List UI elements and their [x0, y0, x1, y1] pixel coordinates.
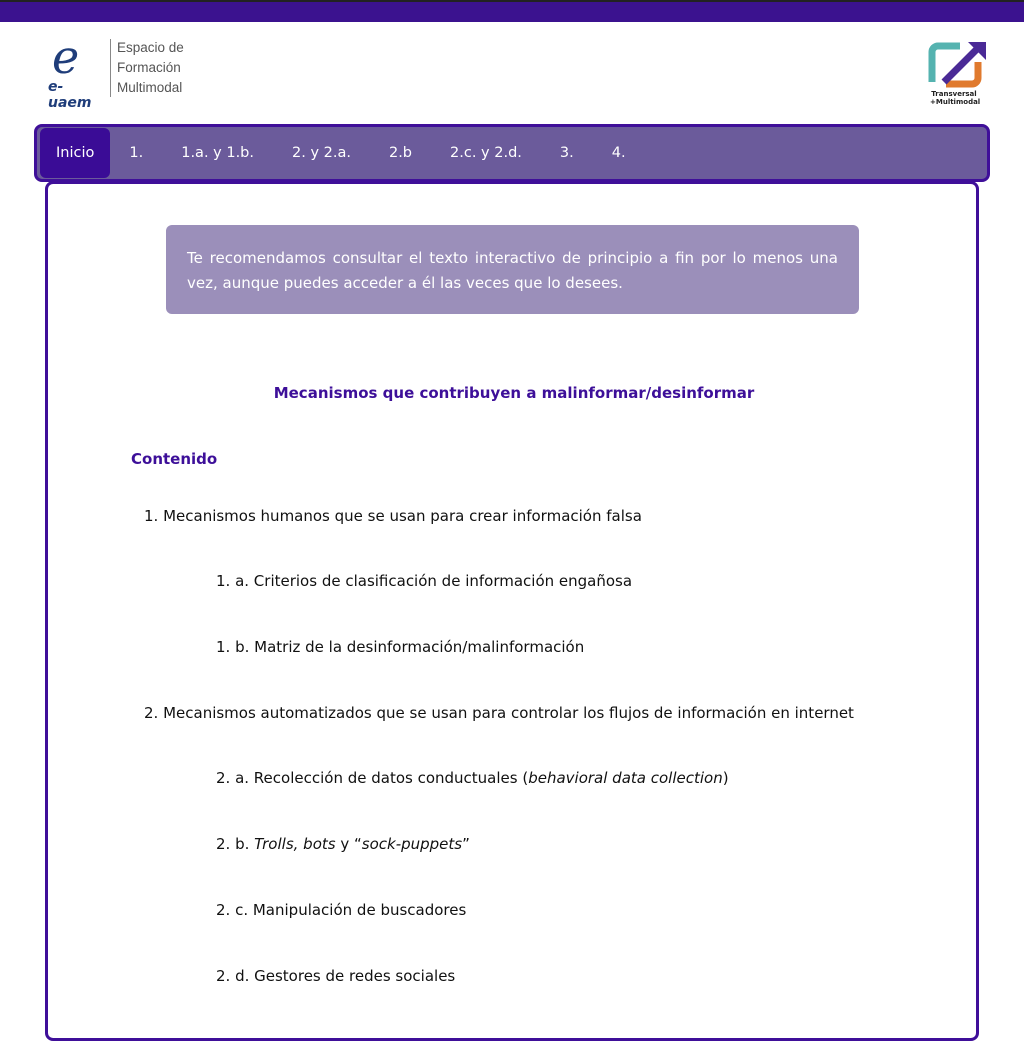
tab-2b[interactable]: 2.b	[388, 145, 413, 161]
logo-text: Transversal	[931, 90, 977, 98]
e-uaem-mark: e e-uaem	[48, 30, 92, 111]
tab-3[interactable]: 3.	[559, 145, 574, 161]
tab-2-2a[interactable]: 2. y 2.a.	[292, 145, 351, 161]
logo-line: Espacio de	[117, 40, 184, 55]
page-title: Mecanismos que contribuyen a malinformar/desinformar	[273, 384, 755, 402]
contents-item[interactable]: 1. Mecanismos humanos que se usan para crear información falsa	[144, 507, 642, 525]
logo-line: Multimodal	[117, 80, 183, 95]
contents-item[interactable]: 2. d. Gestores de redes sociales	[216, 967, 456, 985]
recommendation-notice: Te recomendamos consultar el texto interactivo de principio a fin por lo menos una vez, aunque puedes acceder a él las veces que lo desees.	[166, 225, 859, 314]
contents-item[interactable]: 1. b. Matriz de la desinformación/malinformación	[216, 638, 585, 656]
contents-heading: Contenido	[131, 450, 218, 468]
logo-divider	[110, 39, 111, 97]
logo-text: +Multimodal	[930, 98, 981, 106]
contents-item[interactable]: 2. a. Recolección de datos conductuales (behavioral data collection)	[216, 769, 729, 787]
top-bar	[0, 0, 1024, 22]
contents-item[interactable]: 2. Mecanismos automatizados que se usan para controlar los flujos de información en internet	[144, 704, 854, 722]
contents-item[interactable]: 2. c. Manipulación de buscadores	[216, 901, 467, 919]
main-nav	[34, 124, 990, 182]
tab-inicio[interactable]: Inicio	[40, 128, 110, 178]
transversal-multimodal-logo[interactable]	[926, 38, 990, 108]
tab-1a-1b[interactable]: 1.a. y 1.b.	[181, 145, 254, 161]
arrow-logo-icon	[926, 38, 990, 90]
logo-line: Formación	[117, 60, 181, 75]
contents-item[interactable]: 1. a. Criterios de clasificación de información engañosa	[216, 572, 633, 590]
e-uaem-logo[interactable]	[48, 30, 184, 111]
tab-1[interactable]: 1.	[129, 145, 144, 161]
tab-4[interactable]: 4.	[611, 145, 626, 161]
tab-2c-2d[interactable]: 2.c. y 2.d.	[450, 145, 522, 161]
contents-item[interactable]: 2. b. Trolls, bots y “sock-puppets”	[216, 835, 470, 853]
